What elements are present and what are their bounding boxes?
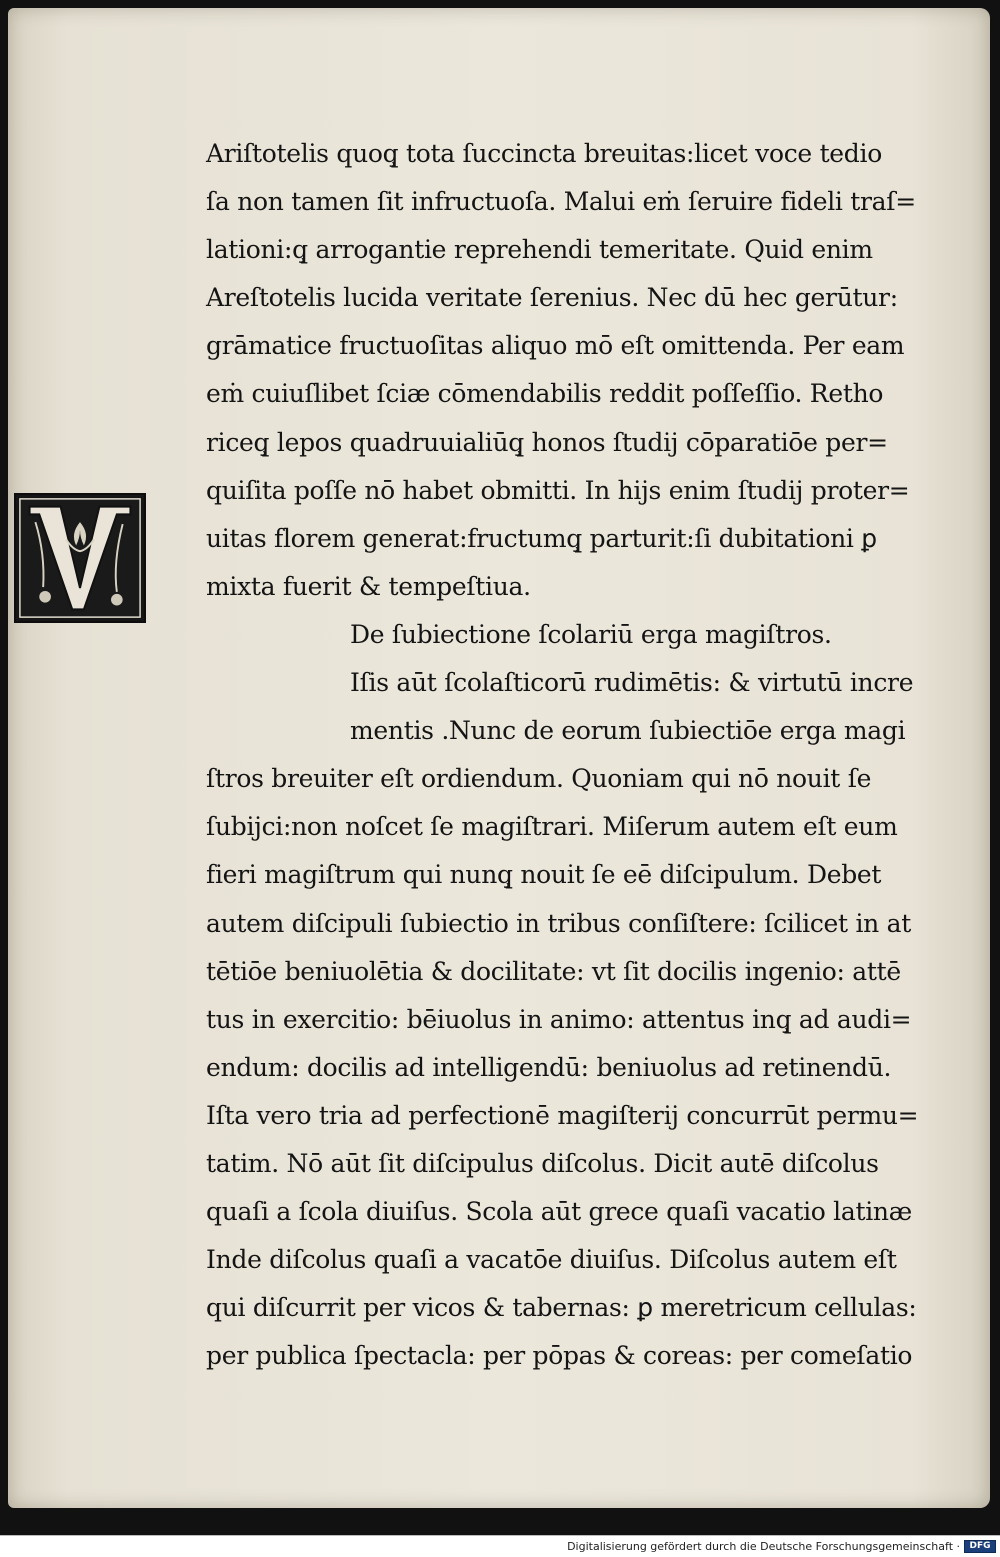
text-line: tatim. Nō aūt ſit diſcipulus diſcolus. Dicit autē diſcolus (206, 1148, 879, 1178)
text-line: mixta fuerit & tempeſtiua. (206, 571, 531, 601)
text-line: Ariſtotelis quoq̧ tota ſuccincta breuitas:licet voce tedio (206, 139, 882, 168)
text-line: ſubijci:non noſcet ſe magiſtrari. Miſerum autem eſt eum (206, 812, 898, 842)
text-line: eṁ cuiuſlibet ſciæ cōmendabilis reddit poſſeſſio. Retho (206, 379, 884, 409)
initial-v-ornament (16, 495, 144, 621)
text-line: endum: docilis ad intelligendū: beniuolus ad retinendū. (206, 1052, 892, 1082)
text-line: quiſita poſſe nō habet obmitti. In hijs enim ſtudij proter= (206, 475, 910, 505)
text-block (206, 130, 926, 1380)
footer-bar (0, 1535, 1000, 1557)
text-line: autem diſcipuli ſubiectio in tribus conſiſtere: ſcilicet in at (206, 908, 911, 938)
text-line: Inde diſcolus quaſi a vacatōe diuiſus. Diſcolus autem eſt (206, 1245, 897, 1275)
text-line: tētiōe beniuolētia & docilitate: vt ſit docilis ingenio: attē (206, 956, 901, 986)
text-line: uitas florem generat:fructumq̧ parturit:ſi dubitationi ꝑ (206, 523, 877, 553)
dfg-logo: DFG (964, 1540, 996, 1553)
text-line: per publica ſpectacla: per pōpas & coreas: per comeſatio (206, 1341, 913, 1371)
text-line: ſtros breuiter eſt ordiendum. Quoniam qui nō nouit ſe (206, 764, 872, 794)
text-line: riceq̧ lepos quadruuialiūq̧ honos ſtudij cōparatiōe per= (206, 427, 888, 457)
text-line: Iſta vero tria ad perfectionē magiſterij concurrūt permu= (206, 1100, 919, 1130)
decorated-initial (14, 493, 146, 623)
book-page (8, 8, 990, 1508)
text-line: ſa non tamen ſit infructuoſa. Malui eṁ ſeruire fideli traſ= (206, 187, 916, 217)
text-line: fieri magiſtrum qui nunq̧ nouit ſe eē diſcipulum. Debet (206, 860, 882, 890)
text-line: quaſi a ſcola diuiſus. Scola aūt grece quaſi vacatio latinæ (206, 1197, 912, 1227)
section-heading: De ſubiectione ſcolariū erga magiſtros. (350, 619, 832, 649)
text-line: lationi:q̧ arrogantie reprehendi temeritate. Quid enim (206, 235, 873, 265)
text-line: qui diſcurrit per vicos & tabernas: ꝑ meretricum cellulas: (206, 1293, 917, 1323)
text-line: Iſis aūt ſcolaſticorū rudimētis: & virtutū incre (350, 668, 914, 698)
text-line: tus in exercitio: bēiuolus in animo: attentus inq̧ ad audi= (206, 1004, 912, 1034)
text-line: Areſtotelis lucida veritate ſerenius. Nec dū hec gerūtur: (206, 283, 898, 313)
text-line: mentis .Nunc de eorum ſubiectiōe erga magi (350, 716, 906, 746)
text-line: grāmatice fructuoſitas aliquo mō eſt omittenda. Per eam (206, 331, 905, 361)
funding-credit: Digitalisierung gefördert durch die Deutsche Forschungsgemeinschaft · (567, 1540, 960, 1553)
